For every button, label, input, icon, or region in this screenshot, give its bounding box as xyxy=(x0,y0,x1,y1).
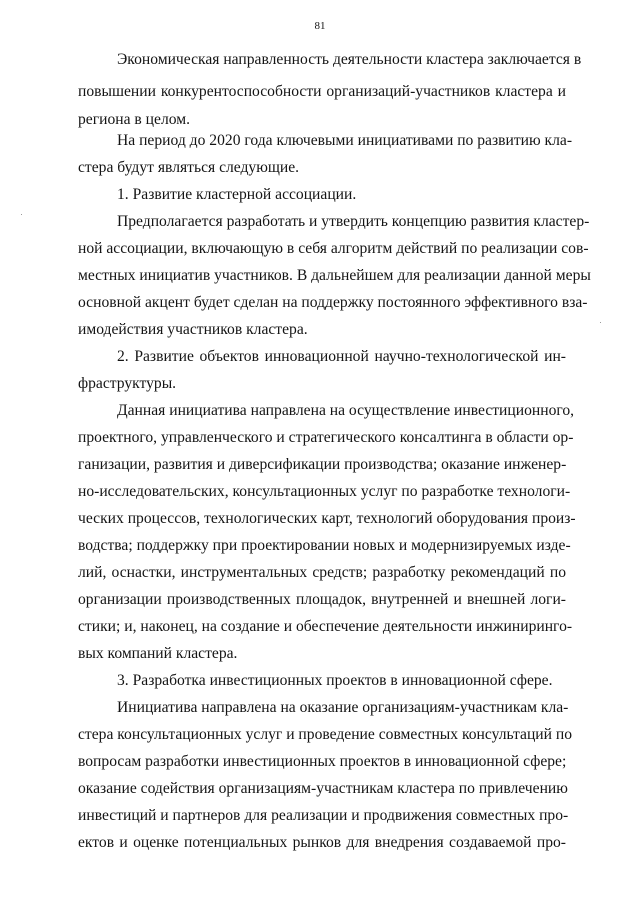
text-line: региона в целом. xyxy=(78,111,190,128)
text-line: местных инициатив участников. В дальнейшем для реализации данной меры xyxy=(78,267,591,284)
text-line: На период до 2020 года ключевыми инициативами по развитию кла- xyxy=(117,132,573,149)
text-line: ганизации, развития и диверсификации производства; оказание инженер- xyxy=(78,456,567,473)
text-line: ектов и оценке потенциальных рынков для внедрения создаваемой про- xyxy=(78,834,566,851)
text-line: 2. Развитие объектов инновационной научно-технологической ин- xyxy=(117,348,566,365)
text-line: но-исследовательских, консультационных услуг по разработке технологи- xyxy=(78,483,571,500)
text-line: стики; и, наконец, на создание и обеспечение деятельности инжиниринго- xyxy=(78,618,573,635)
text-line: водства; поддержку при проектировании новых и модернизируемых изде- xyxy=(78,537,571,554)
scan-speck xyxy=(600,322,601,323)
text-line: проектного, управленческого и стратегического консалтинга в области ор- xyxy=(78,429,574,446)
text-line: оказание содействия организациям-участникам кластера по привлечению xyxy=(78,780,568,797)
text-line: фраструктуры. xyxy=(78,375,177,392)
text-line: Предполагается разработать и утвердить концепцию развития кластер- xyxy=(117,213,590,230)
text-line: ческих процессов, технологических карт, технологий оборудования произ- xyxy=(78,510,576,527)
text-line: лий, оснастки, инструментальных средств; разработку рекомендаций по xyxy=(78,564,566,581)
text-line: ной ассоциации, включающую в себя алгоритм действий по реализации сов- xyxy=(78,240,589,257)
text-line: 3. Разработка инвестиционных проектов в инновационной сфере. xyxy=(117,672,553,689)
text-line: организации производственных площадок, внутренней и внешней логи- xyxy=(78,591,566,608)
text-line: стера будут являться следующие. xyxy=(78,159,300,176)
text-line: 1. Развитие кластерной ассоциации. xyxy=(117,186,357,203)
text-line: Экономическая направленность деятельности кластера заключается в xyxy=(117,51,582,68)
text-line: имодействия участников кластера. xyxy=(78,321,308,338)
text-line: инвестиций и партнеров для реализации и продвижения совместных про- xyxy=(78,807,569,824)
text-line: Данная инициатива направлена на осуществление инвестиционного, xyxy=(117,402,575,419)
text-line: вопросам разработки инвестиционных проектов в инновационной сфере; xyxy=(78,753,567,770)
text-line: вых компаний кластера. xyxy=(78,645,238,662)
text-line: Инициатива направлена на оказание организациям-участникам кла- xyxy=(117,699,569,716)
page-number: 81 xyxy=(314,20,326,32)
text-line: основной акцент будет сделан на поддержку постоянного эффективного вза- xyxy=(78,294,588,311)
text-line: стера консультационных услуг и проведение совместных консультаций по xyxy=(78,726,573,743)
text-line: повышении конкурентоспособности организаций-участников кластера и xyxy=(78,83,566,100)
scan-speck xyxy=(21,214,22,215)
